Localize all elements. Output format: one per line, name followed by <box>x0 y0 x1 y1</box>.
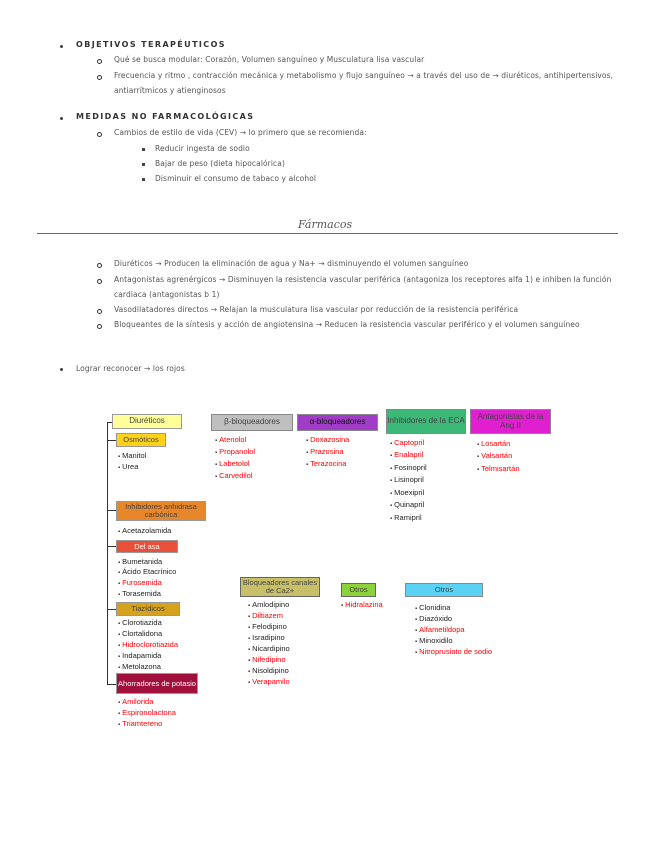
drug-clorotiazida: ▪ Clorotiazida <box>118 619 162 627</box>
drug-hidroclorotiazida: ▪ Hidroclorotiazida <box>118 641 178 649</box>
box-osmoticos: Osmóticos <box>116 433 166 447</box>
box-otros-2: Otros <box>405 583 483 597</box>
bullet <box>97 75 102 80</box>
box-bloqueadores-calcio: Bloqueadores canales de Ca2+ <box>240 577 320 597</box>
text-line: Cambios de estilo de vida (CEV) → lo primero que se recomienda: <box>114 128 367 137</box>
bullet <box>142 148 145 151</box>
text-line: Vasodilatadores directos → Relajan la musculatura lisa vascular por reducción de la resistencia periférica <box>114 305 519 314</box>
drug-telmisartan: ▪ Telmisartán <box>477 465 520 473</box>
drug-indapamida: ▪ Indapamida <box>118 652 161 660</box>
drug-fosinopril: ▪ Fosinopril <box>390 464 427 472</box>
drug-acetazolamida: ▪ Acetazolamida <box>118 527 171 535</box>
tree-line <box>107 422 112 423</box>
bullet <box>142 163 145 166</box>
drug-minoxidilo: ▪ Minoxidilo <box>415 637 453 645</box>
bullet <box>142 178 145 181</box>
box-otros-1: Otros <box>341 583 376 597</box>
tree-line <box>107 546 116 547</box>
bullet <box>97 132 102 137</box>
drug-enalapril: ▪ Enalapril <box>390 451 423 459</box>
text-line: Bloqueantes de la síntesis y acción de angiotensina → Reducen la resistencia vascular periférico y el volumen sanguíneo <box>114 320 580 329</box>
drug-captopril: ▪ Captopril <box>390 439 424 447</box>
box-alfa-bloqueadores: α-bloqueadores <box>297 414 378 431</box>
text-line: Qué se busca modular: Corazón, Volumen sanguíneo y Musculatura lisa vascular <box>114 55 425 64</box>
text-line: Frecuencia y ritmo , contracción mecánica y metabolismo y flujo sanguíneo → a través del uso de → diuréticos, antihipertensivos, <box>114 71 614 80</box>
drug-nisoldipino: ▪ Nisoldipino <box>248 667 289 675</box>
drug-terazocina: ▪ Terazocina <box>306 460 346 468</box>
drug-espironolactona: ▪ Espironolactona <box>118 709 176 717</box>
box-inhibidores-ac: Inhibidores anhidrasa carbónica <box>116 501 206 521</box>
list-item: Reducir ingesta de sodio <box>155 144 250 153</box>
tree-line <box>107 422 108 685</box>
text-line: Antagonistas agrenérgicos → Disminuyen la resistencia vascular periférica (antagoniza los receptores alfa 1) e inhiben la función <box>114 275 612 284</box>
drug-furosemida: ▪ Furosemida <box>118 579 162 587</box>
drug-diltiazem: ▪ Diltiazem <box>248 612 283 620</box>
drug-quinapril: ▪ Quinapril <box>390 501 424 509</box>
box-ieca: Inhibidores de la ECA <box>386 409 466 434</box>
drug-torasemida: ▪ Torasemida <box>118 590 161 598</box>
drug-urea: ▪ Urea <box>118 463 138 471</box>
tree-line <box>107 440 116 441</box>
text-line: Diuréticos → Producen la eliminación de agua y Na+ → disminuyendo el volumen sanguíneo <box>114 259 469 268</box>
drug-bumetanida: ▪ Bumetanida <box>118 558 162 566</box>
heading-medidas: MEDIDAS NO FARMACOLÓGICAS <box>76 112 255 121</box>
drug-prazosina: ▪ Prazosina <box>306 448 344 456</box>
text-line: cardiaca (antagonistas b 1) <box>114 290 220 299</box>
list-item: Bajar de peso (dieta hipocalórica) <box>155 159 285 168</box>
drug-amlodipino: ▪ Amlodipino <box>248 601 289 609</box>
bullet <box>97 59 102 64</box>
heading-objetivos: OBJETIVOS TERAPÉUTICOS <box>76 40 226 49</box>
bullet <box>97 324 102 329</box>
drug-clortalidona: ▪ Clortalidona <box>118 630 162 638</box>
drug-felodipino: ▪ Felodipino <box>248 623 287 631</box>
drug-amilorida: ▪ Amilorida <box>118 698 153 706</box>
drug-valsartan: ▪ Valsartán <box>477 452 512 460</box>
drug-nitroprusiato: ▪ Nitroprusiato de sodio <box>415 648 492 656</box>
box-del-asa: Del asa <box>116 540 178 553</box>
drug-isradipino: ▪ Isradipino <box>248 634 285 642</box>
drug-manitol: ▪ Manitol <box>118 452 146 460</box>
bullet <box>60 117 63 120</box>
list-item: Disminuir el consumo de tabaco y alcohol <box>155 174 317 183</box>
drug-acido-etacrinico: ▪ Ácido Etacrínico <box>118 568 176 576</box>
drug-hidralazina: ▪ Hidralazina <box>341 601 383 609</box>
text-line: antiarrítmicos y atienginosos <box>114 86 226 95</box>
drug-alfametildopa: ▪ Alfametildopa <box>415 626 465 634</box>
box-ahorradores: Ahorradores de potasio <box>116 673 198 694</box>
tree-line <box>107 609 116 610</box>
drug-diazoxido: ▪ Diazóxido <box>415 615 452 623</box>
tree-line <box>107 510 116 511</box>
drug-losartan: ▪ Losartán <box>477 440 510 448</box>
drug-propanolol: ▪ Propanolol <box>215 448 255 456</box>
bullet <box>97 309 102 314</box>
note: Lograr reconocer → los rojos <box>76 364 185 373</box>
box-diureticos: Diuréticos <box>112 414 182 429</box>
drug-clonidina: ▪ Clonidina <box>415 604 450 612</box>
drug-nicardipino: ▪ Nicardipino <box>248 645 290 653</box>
bullet <box>97 279 102 284</box>
box-beta-bloqueadores: β-bloqueadores <box>211 414 293 431</box>
drug-atenolol: ▪ Atenolol <box>215 436 246 444</box>
tree-line <box>107 684 116 685</box>
bullet <box>60 45 63 48</box>
bullet <box>60 368 63 371</box>
drug-triamtereno: ▪ Triamtereno <box>118 720 162 728</box>
drug-verapamilo: ▪ Verapamilo <box>248 678 290 686</box>
drug-lisinopril: ▪ Lisinopril <box>390 476 424 484</box>
drug-doxazosina: ▪ Doxazosina <box>306 436 349 444</box>
section-title: Fármacos <box>298 218 353 231</box>
drug-moexipril: ▪ Moexipril <box>390 489 424 497</box>
drug-ramipril: ▪ Ramipril <box>390 514 422 522</box>
bullet <box>97 263 102 268</box>
drug-metolazona: ▪ Metolazona <box>118 663 161 671</box>
divider <box>37 233 618 234</box>
box-tiazidicos: Tiazídicos <box>116 602 180 616</box>
drug-nifedipino: ▪ Nifedipino <box>248 656 286 664</box>
drug-carvedilol: ▪ Carvedilol <box>215 472 253 480</box>
box-ara-ii: Antagonistas de la Ang II <box>470 409 551 434</box>
drug-labetolol: ▪ Labetolol <box>215 460 250 468</box>
